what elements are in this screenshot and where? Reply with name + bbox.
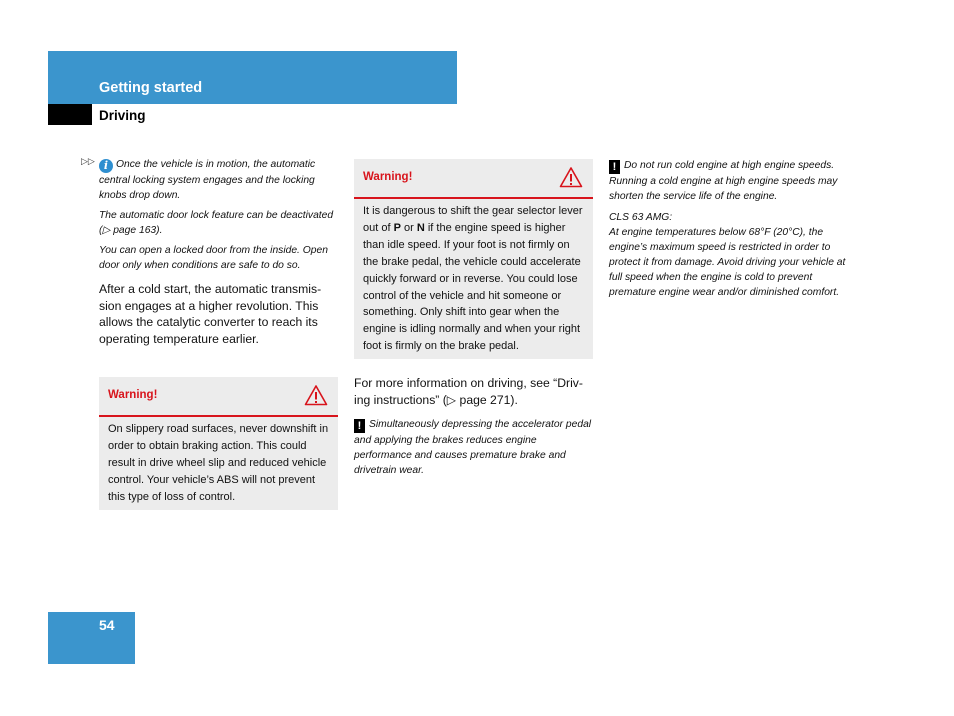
warning-body: [354, 199, 593, 361]
info-note-text-2: The automatic door lock feature can be deactivated (▷ page 163).: [99, 210, 334, 236]
info-icon: i: [99, 159, 113, 173]
model-note: At engine temperatures below 68°F (20°C), the engine’s maximum speed is restricted in order to protect it from damage. Avoid driving your vehicle at full speed when the engine is cold to prevent premature engine wear and/or diminished comfort.: [609, 227, 846, 298]
left-column: [99, 157, 339, 347]
warning-header: [354, 159, 593, 199]
section-tab-marker: [48, 104, 92, 125]
page-number-box: [48, 612, 135, 664]
warning-box-gear-selector: [354, 159, 593, 359]
subsection-title: Driving: [99, 108, 146, 123]
gear-key-p: P: [393, 221, 401, 234]
right-column: [609, 158, 849, 300]
warning-triangle-icon: [304, 384, 328, 406]
info-note-text-1: Once the vehicle is in motion, the automatic central locking system engages and the locking knobs drop down.: [99, 159, 316, 201]
more-info-paragraph: For more information on driving, see “Driving instructions” (▷ page 271).: [354, 376, 583, 407]
middle-column-text: [354, 375, 594, 478]
warning-box-downshift: [99, 377, 338, 510]
header-bar: [48, 51, 457, 104]
model-label: CLS 63 AMG:: [609, 212, 673, 223]
caution-note-text: Simultaneously depressing the accelerator pedal and applying the brakes reduces engine performance and causes premature brake and drivetrain wear.: [354, 419, 592, 476]
info-note: [99, 157, 339, 203]
warning-triangle-icon: [559, 166, 583, 188]
warning-text-start: It is dangerous to shift the gear selector lever out of: [363, 205, 583, 234]
caution-note-text: Do not run cold engine at high engine speeds. Running a cold engine at high engine speeds may shorten the service life of the engine.: [609, 160, 838, 202]
section-title: Getting started: [99, 80, 203, 96]
warning-text-or: or: [400, 221, 417, 234]
warning-text-end: if the engine speed is higher than idle speed. If your foot is not firmly on the brake pedal, the vehicle could accelerate quickly forward or in reverse. You could lose control of the vehicle and hit someone or something. Only shift into gear when the engine is idling normally and when your right foot is firmly on the brake pedal.: [363, 221, 581, 353]
exclamation-icon: !: [354, 419, 365, 433]
gear-key-n: N: [416, 221, 425, 234]
exclamation-icon: !: [609, 160, 620, 174]
warning-body: On slippery road surfaces, never downshift in order to obtain braking action. This could result in drive wheel slip and reduced vehicle control. Your vehicle’s ABS will not prevent this type of loss of control.: [108, 423, 329, 503]
page-number: 54: [99, 617, 115, 633]
warning-label: Warning!: [108, 389, 158, 401]
warning-header: [99, 377, 338, 417]
continuation-marker: ▷▷: [81, 156, 95, 166]
caution-note-cold-engine: [609, 158, 849, 204]
info-note-text-3: You can open a locked door from the inside. Open door only when conditions are safe to do so.: [99, 245, 328, 271]
warning-label: Warning!: [363, 171, 413, 183]
cold-start-paragraph: After a cold start, the automatic transmission engages at a higher revolution. This allows the catalytic converter to reach its operating temperature earlier.: [99, 282, 322, 346]
caution-note: [354, 417, 594, 478]
